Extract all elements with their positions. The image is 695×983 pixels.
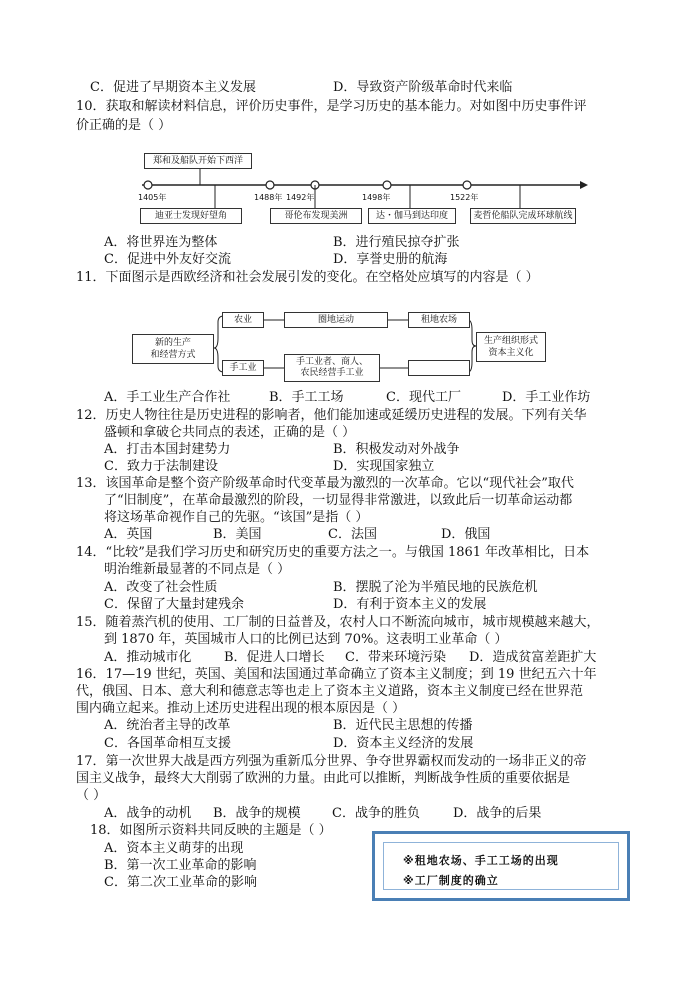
- q18-option-c: C．第二次工业革命的影响: [104, 875, 257, 890]
- q16-option-c: C．各国革命相互支援: [104, 736, 231, 751]
- q11-option-d: D．手工业作坊: [502, 390, 591, 405]
- q18-option-b: B．第一次工业革命的影响: [104, 858, 257, 873]
- diagram-handicraft: 手工业: [222, 360, 264, 376]
- timeline-event: 迪亚士发现好望角: [140, 208, 242, 224]
- q16-stem-3: 围内确立起来。推动上述历史进程出现的根本原因是（ ）: [76, 701, 406, 716]
- q10-timeline: [140, 148, 600, 230]
- q18-material-card: [372, 831, 630, 901]
- q14-option-c: C．保留了大量封建残余: [104, 597, 244, 612]
- q15-option-c: C．带来环境污染: [345, 650, 446, 665]
- timeline-year: 1522年: [450, 193, 479, 202]
- diagram-handicraft-operators: 手工业者、商人、 农民经营手工业: [284, 354, 380, 382]
- q9-option-c: C．促进了早期资本主义发展: [90, 80, 256, 95]
- q13-option-a: A．英国: [104, 527, 153, 542]
- q15-option-d: D．造成贫富差距扩大: [469, 650, 597, 665]
- q14-option-b: B．摆脱了沦为半殖民地的民族危机: [333, 580, 538, 595]
- diagram-agriculture: 农业: [222, 312, 264, 328]
- diagram-enclosure: 圈地运动: [284, 312, 388, 328]
- q13-option-c: C．法国: [328, 527, 377, 542]
- q12-option-d: D．实现国家独立: [333, 459, 435, 474]
- q16-option-b: B．近代民主思想的传播: [333, 718, 473, 733]
- timeline-event: 达・伽马到达印度: [368, 208, 456, 224]
- q15-option-a: A．推动城市化: [104, 650, 192, 665]
- q16-option-d: D．资本主义经济的发展: [333, 736, 474, 751]
- q13-stem-3: 将这场革命视作自己的先驱。“该国”是指（ ）: [104, 510, 369, 525]
- q10-stem-1: 10．获取和解读材料信息，评价历史事件，是学习历史的基本能力。对如图中历史事件评: [76, 99, 587, 114]
- q12-option-b: B．积极发动对外战争: [333, 442, 460, 457]
- q10-stem-2: 价正确的是（ ）: [76, 118, 172, 133]
- q13-option-b: B．美国: [213, 527, 262, 542]
- q17-option-d: D．战争的后果: [453, 806, 542, 821]
- timeline-year: 1492年: [286, 193, 315, 202]
- q11-option-a: A．手工业生产合作社: [104, 390, 231, 405]
- q14-stem-1: 14．“比较”是我们学习历史和研究历史的重要方法之一。与俄国 1861 年改革相比，日本: [76, 545, 590, 560]
- q17-option-a: A．战争的动机: [104, 806, 192, 821]
- q10-option-c: C．促进中外友好交流: [104, 252, 231, 267]
- q17-option-c: C．战争的胜负: [332, 806, 420, 821]
- q11-option-c: C．现代工厂: [386, 390, 461, 405]
- q17-stem-1: 17．第一次世界大战是西方列强为重新瓜分世界、争夺世界霸权而发动的一场非正义的帝: [76, 754, 587, 769]
- diagram-right-box: 生产组织形式 资本主义化: [476, 332, 546, 362]
- card-line-1: ※租地农场、手工工场的出现: [403, 854, 559, 867]
- diagram-blank-box: [408, 360, 470, 376]
- q18-option-a: A．资本主义萌芽的出现: [104, 841, 244, 856]
- timeline-event: 麦哲伦船队完成环球航线: [470, 208, 576, 224]
- q13-stem-2: 了“旧制度”，在革命最激烈的阶段，一切显得非常激进，以致此后一切革命运动都: [104, 493, 573, 508]
- q10-option-a: A．将世界连为整体: [104, 235, 218, 250]
- q16-stem-2: 代，俄国、日本、意大利和德意志等也走上了资本主义道路，资本主义制度已经在世界范: [76, 684, 584, 699]
- q15-option-b: B．促进人口增长: [224, 650, 325, 665]
- q14-option-a: A．改变了社会性质: [104, 580, 218, 595]
- diagram-left-box: 新的生产 和经营方式: [132, 334, 214, 364]
- q12-stem-1: 12．历史人物往往是历史进程的影响者，他们能加速或延缓历史进程的发展。下列有关华: [76, 408, 587, 423]
- q10-option-b: B．进行殖民掠夺扩张: [333, 235, 460, 250]
- q15-stem-1: 15．随着蒸汽机的使用、工厂制的日益普及，农村人口不断流向城市，城市规模越来越大，: [76, 615, 600, 630]
- q13-option-d: D．俄国: [441, 527, 491, 542]
- q17-stem-2: 国主义战争，最终大大削弱了欧洲的力量。由此可以推断，判断战争性质的重要依据是: [76, 771, 571, 786]
- timeline-event: 哥伦布发现美洲: [270, 208, 362, 224]
- timeline-year: 1488年: [254, 193, 283, 202]
- q11-stem: 11．下面图示是西欧经济和社会发展引发的变化。在空格处应填写的内容是（ ）: [76, 270, 539, 285]
- q15-stem-2: 到 1870 年，英国城市人口的比例已达到 70%。这表明工业革命（ ）: [104, 632, 508, 647]
- q14-stem-2: 明治维新最显著的不同点是（ ）: [104, 562, 291, 577]
- timeline-year: 1498年: [362, 193, 391, 202]
- diagram-rented-farm: 租地农场: [408, 312, 470, 328]
- q16-option-a: A．统治者主导的改革: [104, 718, 231, 733]
- q11-option-b: B．手工工场: [269, 390, 344, 405]
- q10-option-d: D．享誉史册的航海: [333, 252, 448, 267]
- timeline-top-event: 郑和及船队开始下西洋: [144, 153, 252, 169]
- q17-stem-3: （ ）: [76, 788, 107, 803]
- card-line-2: ※工厂制度的确立: [403, 874, 499, 887]
- q12-stem-2: 盛顿和拿破仑共同点的表述，正确的是（ ）: [104, 425, 356, 440]
- q18-stem: 18．如图所示资料共同反映的主题是（ ）: [90, 823, 332, 838]
- q12-option-c: C．致力于法制建设: [104, 459, 218, 474]
- q14-option-d: D．有利于资本主义的发展: [333, 597, 487, 612]
- q17-option-b: B．战争的规模: [213, 806, 301, 821]
- q9-option-d: D．导致资产阶级革命时代来临: [333, 80, 513, 95]
- q11-diagram: [132, 306, 572, 386]
- q12-option-a: A．打击本国封建势力: [104, 442, 231, 457]
- q13-stem-1: 13．该国革命是整个资产阶级革命时代变革最为激烈的一次革命。它以“现代社会”取代: [76, 476, 574, 491]
- timeline-year: 1405年: [138, 193, 167, 202]
- q16-stem-1: 16．17—19 世纪，英国、美国和法国通过革命确立了资本主义制度；到 19 世纪五六十年: [76, 667, 597, 682]
